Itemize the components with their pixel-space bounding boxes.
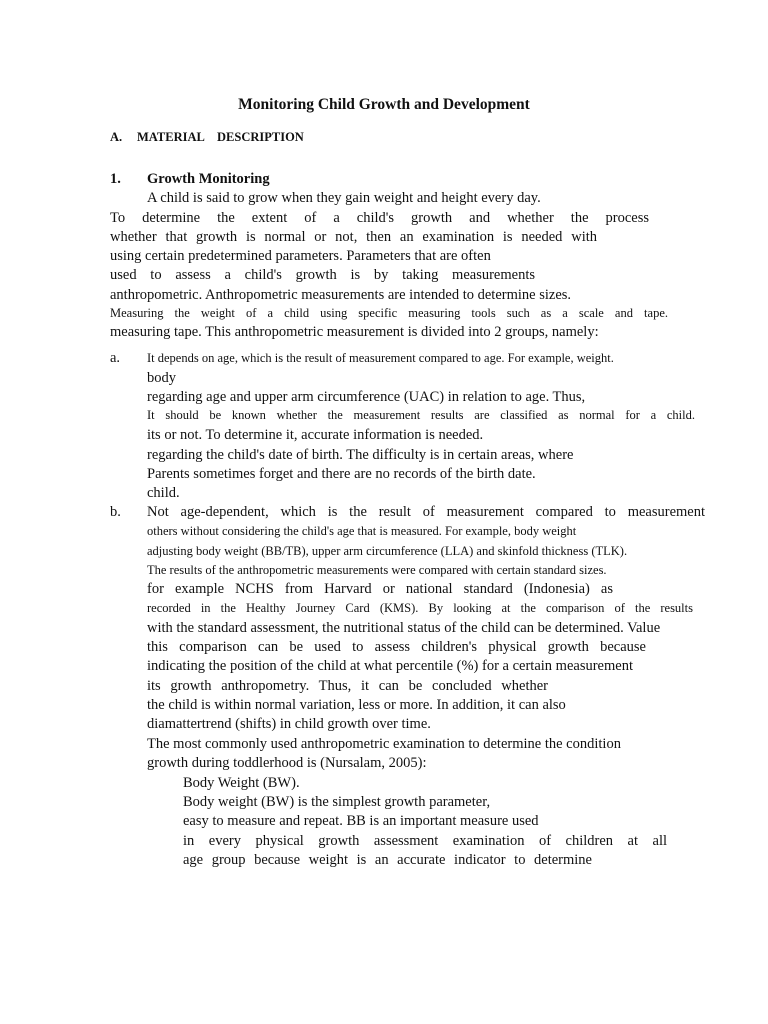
list-line: with the standard assessment, the nutritional status of the child can be determined. Value	[147, 620, 661, 636]
page-title: Monitoring Child Growth and Development	[238, 96, 530, 113]
list-line: It depends on age, which is the result of measurement compared to age. For example, weight.	[147, 351, 614, 365]
section-a-word-1: MATERIAL	[137, 130, 205, 144]
list-line: this comparison can be used to assess children's physical growth because	[147, 639, 646, 655]
list-marker-b: b.	[110, 504, 121, 520]
list-line: its or not. To determine it, accurate information is needed.	[147, 427, 484, 443]
list-marker-a: a.	[110, 350, 121, 366]
paragraph-line: To determine the extent of a child's growth and whether the process	[110, 210, 649, 226]
paragraph-line: A child is said to grow when they gain weight and height every day.	[147, 190, 541, 206]
paragraph-line: anthropometric. Anthropometric measurements are intended to determine sizes.	[110, 287, 572, 303]
paragraph-line: Measuring the weight of a child using specific measuring tools such as a scale and tape.	[110, 306, 668, 320]
paragraph-line: whether that growth is normal or not, then an examination is needed with	[110, 229, 597, 245]
list-line: The most commonly used anthropometric examination to determine the condition	[147, 736, 621, 752]
list-line: child.	[147, 485, 180, 501]
list-line: regarding age and upper arm circumference (UAC) in relation to age. Thus,	[147, 389, 586, 405]
list-line: its growth anthropometry. Thus, it can be concluded whether	[147, 678, 548, 694]
list-line: diamattertrend (shifts) in child growth over time.	[147, 716, 431, 732]
list-line: The results of the anthropometric measurements were compared with certain standard sizes.	[147, 563, 607, 577]
section-1-number: 1.	[110, 171, 121, 187]
list-line: the child is within normal variation, less or more. In addition, it can also	[147, 697, 566, 713]
body-weight-line: in every physical growth assessment examination of children at all	[183, 833, 667, 849]
paragraph-line: using certain predetermined parameters. Parameters that are often	[110, 248, 491, 264]
section-a-word-2: DESCRIPTION	[217, 130, 304, 144]
body-weight-line: age group because weight is an accurate indicator to determine	[183, 852, 592, 868]
list-line: regarding the child's date of birth. The difficulty is in certain areas, where	[147, 447, 574, 463]
list-line: Not age-dependent, which is the result of measurement compared to measurement	[147, 504, 705, 520]
body-weight-line: easy to measure and repeat. BB is an important measure used	[183, 813, 539, 829]
list-line: body	[147, 370, 176, 386]
list-line: indicating the position of the child at what percentile (%) for a certain measurement	[147, 658, 633, 674]
list-line: It should be known whether the measurement results are classified as normal for a child.	[147, 408, 695, 422]
paragraph-line: measuring tape. This anthropometric measurement is divided into 2 groups, namely:	[110, 324, 599, 340]
list-line: others without considering the child's age that is measured. For example, body weight	[147, 524, 577, 538]
list-line: growth during toddlerhood is (Nursalam, 2005):	[147, 755, 427, 771]
list-line: adjusting body weight (BB/TB), upper arm circumference (LLA) and skinfold thickness (TLK).	[147, 544, 628, 558]
body-weight-line: Body weight (BW) is the simplest growth parameter,	[183, 794, 491, 810]
list-line: recorded in the Healthy Journey Card (KMS). By looking at the comparison of the results	[147, 601, 693, 615]
paragraph-line: used to assess a child's growth is by taking measurements	[110, 267, 535, 283]
list-line: for example NCHS from Harvard or national standard (Indonesia) as	[147, 581, 613, 597]
section-a-marker: A.	[110, 130, 123, 144]
section-1-title: Growth Monitoring	[147, 171, 270, 187]
list-line: Parents sometimes forget and there are no records of the birth date.	[147, 466, 536, 482]
body-weight-heading: Body Weight (BW).	[183, 775, 300, 791]
